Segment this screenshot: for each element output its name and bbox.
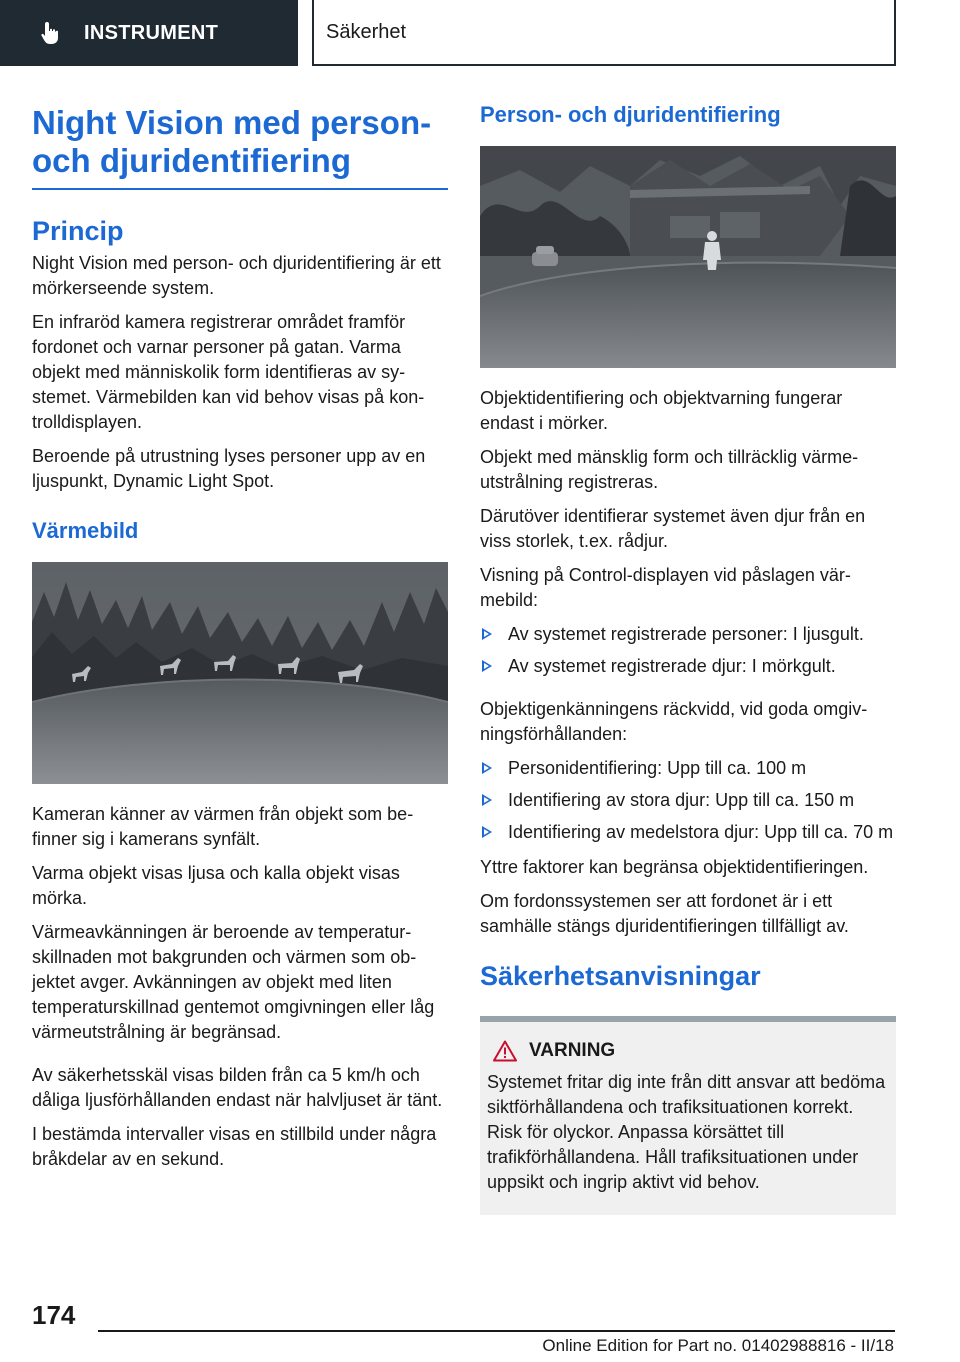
chapter-label: INSTRUMENT: [84, 21, 219, 44]
triangle-bullet-icon: [482, 628, 492, 640]
triangle-bullet-icon: [482, 762, 492, 774]
footer-divider: [98, 1330, 895, 1332]
display-list: [480, 622, 896, 679]
list-item: Identifiering av medelstora djur: Upp till ca. 70 m: [480, 820, 896, 845]
warning-label: VARNING: [529, 1040, 616, 1061]
triangle-bullet-icon: [482, 794, 492, 806]
section-label: Säkerhet: [312, 0, 896, 66]
footer-edition: Online Edition for Part no. 01402988816 - II/18: [542, 1336, 894, 1355]
right-column: [480, 96, 896, 1215]
page-number: 174: [32, 1300, 76, 1330]
left-column: [32, 96, 448, 1181]
list-item: Personidentifiering: Upp till ca. 100 m: [480, 756, 896, 781]
warning-header: [487, 1040, 888, 1062]
range-list: [480, 756, 896, 845]
principle-heading: Princip: [32, 216, 124, 246]
list-item: Identifiering av stora djur: Upp till ca. 150 m: [480, 788, 896, 813]
range-paragraph: Yttre faktorer kan begränsa objektidentifieringen.: [480, 857, 869, 877]
warning-box: [480, 1016, 896, 1215]
thermal-paragraph: Av säkerhetsskäl visas bilden från ca 5 km/h och dåliga ljusförhållanden endast när halvljuset är tänt.: [32, 1065, 443, 1110]
range-intro: Objektigenkänningens räckvidd, vid goda omgivningsförhållanden:: [480, 699, 868, 744]
thermal-paragraph: Varma objekt visas ljusa och kalla objekt visas mörka.: [32, 863, 400, 908]
thermal-image-pedestrian: [480, 146, 896, 368]
page-header: [0, 0, 960, 66]
principle-paragraph: En infraröd kamera registrerar området framför fordonet och varnar personer på gatan. Varma objekt med människolik form identifieras av systemet. Värmebilden kan vid behov visas på kontrolldisplayen.: [32, 312, 425, 432]
thermal-paragraph: Kameran känner av värmen från objekt som befinner sig i kamerans synfält.: [32, 804, 414, 849]
list-item: Av systemet registrerade personer: I ljusgult.: [480, 622, 896, 647]
warning-text: Systemet fritar dig inte från ditt ansvar att bedöma siktförhållandena och trafiksituationen korrekt. Risk för olyckor. Anpassa körsättet till trafikförhållandena. Håll trafiksituationen under uppsikt och ingrip aktivt vid behov.: [487, 1072, 886, 1192]
triangle-bullet-icon: [482, 826, 492, 838]
chapter-tab: [0, 0, 298, 66]
principle-paragraph: Beroende på utrustning lyses personer upp av en ljuspunkt, Dynamic Light Spot.: [32, 446, 426, 491]
thermal-paragraph: I bestämda intervaller visas en stillbild under några bråkdelar av en sekund.: [32, 1124, 437, 1169]
detection-paragraph: Visning på Control-displayen vid påslagen värmebild:: [480, 565, 851, 610]
detection-paragraph: Objektidentifiering och objektvarning fungerar endast i mörker.: [480, 388, 843, 433]
thermal-heading: Värmebild: [32, 518, 139, 543]
triangle-bullet-icon: [482, 660, 492, 672]
detection-paragraph: Objekt med mänsklig form och tillräcklig värmeutstrålning registreras.: [480, 447, 859, 492]
principle-paragraph: Night Vision med person- och djuridentifiering är ett mörkerseende system.: [32, 253, 441, 298]
warning-triangle-icon: [493, 1040, 517, 1062]
list-item: Av systemet registrerade djur: I mörkgult.: [480, 654, 896, 679]
detection-heading: Person- och djuridentifiering: [480, 102, 781, 127]
range-paragraph: Om fordonssystemen ser att fordonet är i ett samhälle stängs djuridentifieringen tillfälligt av.: [480, 891, 849, 936]
safety-heading: Säkerhetsanvisningar: [480, 961, 761, 991]
page-title: Night Vision med person- och djuridentifiering: [32, 104, 448, 190]
hand-pointer-icon: [38, 20, 64, 46]
detection-paragraph: Därutöver identifierar systemet även djur från en viss storlek, t.ex. rådjur.: [480, 506, 866, 551]
thermal-paragraph: Värmeavkänningen är beroende av temperaturskillnaden mot bakgrunden och värmen som objektet avger. Avkänningen av objekt med liten temperaturskillnad gentemot omgivningen eller låg värmeutstrålning är begränsad.: [32, 922, 435, 1042]
thermal-image-animals: [32, 562, 448, 784]
